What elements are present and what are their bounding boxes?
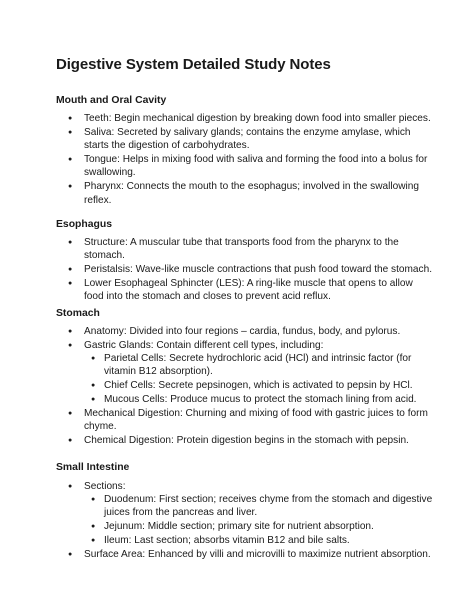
section-heading-esophagus: Esophagus — [56, 219, 113, 230]
small-intestine-list — [56, 480, 434, 562]
list-item: ● Anatomy: Divided into four regions – cardia, fundus, body, and pylorus. — [56, 325, 434, 338]
list-item: ● Surface Area: Enhanced by villi and microvilli to maximize nutrient absorption. — [56, 548, 434, 561]
mouth-list — [56, 112, 434, 208]
section-heading-stomach: Stomach — [56, 308, 100, 319]
list-item: ● Teeth: Begin mechanical digestion by breaking down food into smaller pieces. — [56, 112, 434, 125]
list-item-text: Gastric Glands: Contain different cell types, including: — [84, 340, 324, 351]
sub-list-item: ● Jejunum: Middle section; primary site for nutrient absorption. — [84, 520, 434, 533]
page-title: Digestive System Detailed Study Notes — [56, 56, 331, 73]
list-item: ● Saliva: Secreted by salivary glands; contains the enzyme amylase, which starts the digestion of carbohydrates. — [56, 126, 434, 152]
list-item: ● Lower Esophageal Sphincter (LES): A ring-like muscle that opens to allow food into the stomach and closes to prevent acid reflux. — [56, 277, 434, 303]
sub-list-item: ● Ileum: Last section; absorbs vitamin B12 and bile salts. — [84, 534, 434, 547]
section-heading-mouth: Mouth and Oral Cavity — [56, 95, 167, 106]
sub-list-item: ● Parietal Cells: Secrete hydrochloric acid (HCl) and intrinsic factor (for vitamin B12 absorption). — [84, 352, 434, 378]
sub-list-item: ● Duodenum: First section; receives chyme from the stomach and digestive juices from the pancreas and liver. — [84, 493, 434, 519]
list-item: ● Chemical Digestion: Protein digestion begins in the stomach with pepsin. — [56, 434, 434, 447]
sub-list-item: ● Mucous Cells: Produce mucus to protect the stomach lining from acid. — [84, 393, 434, 406]
list-item: ● Tongue: Helps in mixing food with saliva and forming the food into a bolus for swallowing. — [56, 153, 434, 179]
intestine-sections-sublist — [84, 493, 434, 547]
section-heading-small-intestine: Small Intestine — [56, 462, 130, 473]
list-item-text: Sections: — [84, 481, 126, 492]
list-item — [56, 339, 434, 406]
stomach-list — [56, 325, 434, 448]
list-item: ● Mechanical Digestion: Churning and mixing of food with gastric juices to form chyme. — [56, 407, 434, 433]
gastric-glands-sublist — [84, 352, 434, 406]
sub-list-item: ● Chief Cells: Secrete pepsinogen, which is activated to pepsin by HCl. — [84, 379, 434, 392]
list-item — [56, 480, 434, 547]
esophagus-list — [56, 236, 434, 304]
list-item: ● Structure: A muscular tube that transports food from the pharynx to the stomach. — [56, 236, 434, 262]
list-item: ● Peristalsis: Wave-like muscle contractions that push food toward the stomach. — [56, 263, 434, 276]
list-item: ● Pharynx: Connects the mouth to the esophagus; involved in the swallowing reflex. — [56, 180, 434, 206]
